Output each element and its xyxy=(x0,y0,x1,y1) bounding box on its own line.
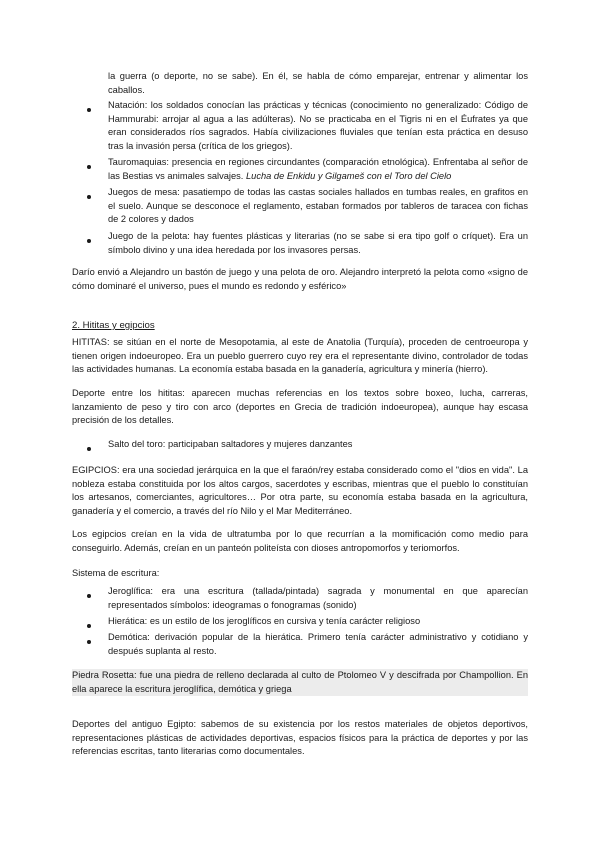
hititas-paragraph: HITITAS: se sitúan en el norte de Mesopotamia, al este de Anatolia (Turquía), proceden de centroeuropa y tienen origen indoeuropeo. Era un pueblo guerrero cuyo rey era el representante divino, controlador de todas las actividades humanas. La economía estaba basada en la ganadería, agricultura y minería (hierro). xyxy=(72,337,528,375)
bullet-icon xyxy=(87,589,99,603)
rosetta-paragraph: Piedra Rosetta: fue una piedra de relleno declarada al culto de Ptolomeo V y descifrada por Champollion. En ella aparece la escritura jeroglífica, demótica y griega xyxy=(72,669,528,696)
list-item-tauromaquias xyxy=(108,156,528,183)
list-item-pelota: Juego de la pelota: hay fuentes plásticas y literarias (no se sabe si era tipo golf o críquet). Era un símbolo divino y una idea heredada por los invasores persas. xyxy=(108,231,528,255)
escritura-heading: Sistema de escritura: xyxy=(72,568,160,578)
tauromaquias-text: Tauromaquias: presencia en regiones circundantes (comparación etnológica). Enfrentaba al señor de las Bestias vs animales salvajes. xyxy=(108,157,528,181)
list-item-demotica: Demótica: derivación popular de la hierática. Primero tenía carácter administrativo y cotidiano y después suplanta al resto. xyxy=(108,632,528,656)
list-item-juegos-mesa: Juegos de mesa: pasatiempo de todas las castas sociales hallados en tumbas reales, en grafitos en el suelo. Aunque se desconoce el reglamento, estaban formados por tableros de taracea con fichas de 2 colores y dados xyxy=(108,187,528,225)
bullet-icon xyxy=(87,190,99,204)
list-item-natacion: Natación: los soldados conocían las prácticas y técnicas (conocimiento no generalizado: Código de Hammurabi: arrojar al agua a las adúlteras). No se practicaba en el Tigris ni en el Éufrates ya que eran considerados ríos sagrados. Había civilizaciones fluviales que tenían esta práctica en desuso tras la invasión persa (crítica de los griegos). xyxy=(108,100,528,151)
bullet-icon xyxy=(87,160,99,174)
bullet-icon xyxy=(87,619,99,633)
dario-paragraph: Darío envió a Alejandro un bastón de juego y una pelota de oro. Alejandro interpretó la pelota como «signo de cómo dominaré el universo, pues el mundo es redondo y esférico» xyxy=(72,267,528,291)
bullet-icon xyxy=(87,442,99,456)
section-heading: 2. Hititas y egipcios xyxy=(72,320,155,331)
bullet-icon xyxy=(87,234,99,248)
tauromaquias-italic: Lucha de Enkidu y Gilgameš con el Toro del Cielo xyxy=(245,170,452,181)
bullet-icon xyxy=(87,635,99,649)
list-item-jeroglifica: Jeroglífica: era una escritura (tallada/pintada) sagrada y monumental en que aparecían representados símbolos: ideogramas o fonogramas (sonido) xyxy=(108,586,528,610)
egipcios-paragraph: EGIPCIOS: era una sociedad jerárquica en la que el faraón/rey estaba considerado como el "dios en vida". La nobleza estaba constituida por los altos cargos, sacerdotes y escribas, mientras que el pueblo lo constituían los artesanos, comerciantes, agricultores… Por otra parte, su economía estaba basada en la agricultura, ganadería y el comercio, a través del río Nilo y el Mar Mediterráneo. xyxy=(72,465,528,516)
deportes-egipto-paragraph: Deportes del antiguo Egipto: sabemos de su existencia por los restos materiales de objetos deportivos, representaciones plásticas de actividades deportivas, espacios físicos para la práctica de deportes y por las referencias escritas, tanto literarias como documentales. xyxy=(72,719,528,757)
deporte-hititas-paragraph: Deporte entre los hititas: aparecen muchas referencias en los textos sobre boxeo, lucha, carreras, lanzamiento de peso y tiro con arco (deportes en Grecia de tradición indoeuropea), aunque hay escasa precisión de los detalles. xyxy=(72,388,528,426)
ultratumba-paragraph: Los egipcios creían en la vida de ultratumba por lo que recurrían a la momificación como medio para conseguirlo. Además, creían en un panteón politeísta con dioses antropomorfos y teriomorfos. xyxy=(72,529,528,553)
continuation-text: la guerra (o deporte, no se sabe). En él, se habla de cómo emparejar, entrenar y alimentar los caballos. xyxy=(108,71,528,95)
list-item-salto-toro: Salto del toro: participaban saltadores y mujeres danzantes xyxy=(108,439,353,449)
bullet-icon xyxy=(87,103,99,117)
list-item-hieratica: Hierática: es un estilo de los jeroglíficos en cursiva y tenía carácter religioso xyxy=(108,616,421,626)
